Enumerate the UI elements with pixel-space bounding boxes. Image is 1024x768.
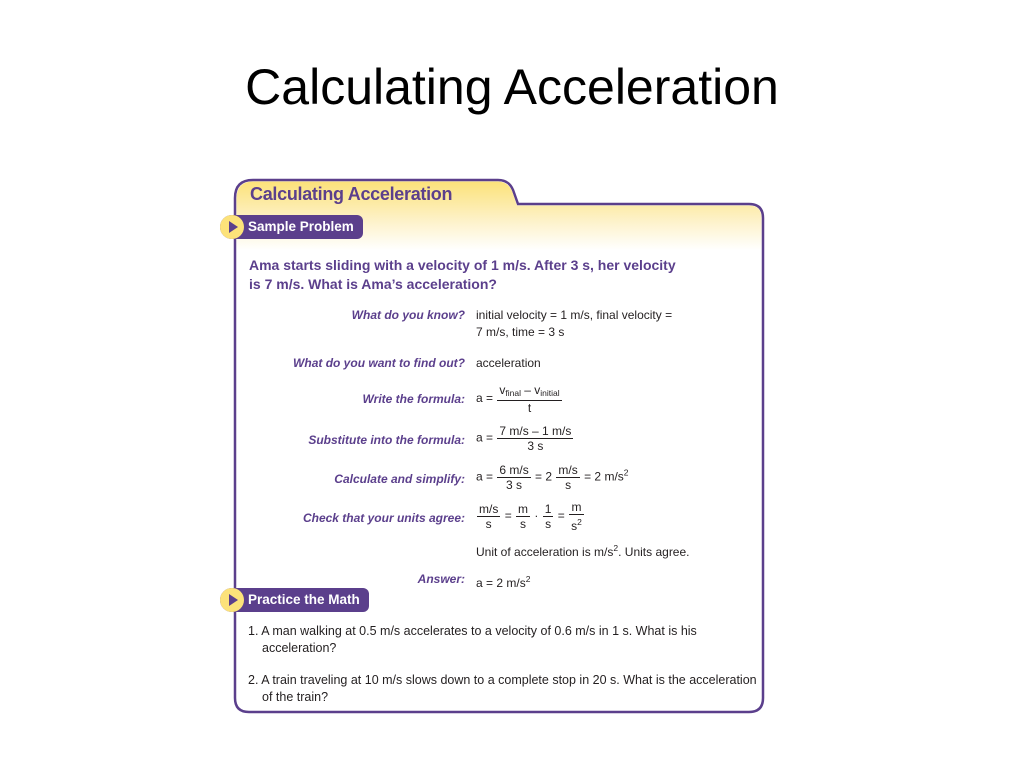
sample-problem-panel [233,178,765,714]
sample-problem-header: Sample Problem [220,215,363,239]
substitute-value: a = $\frac{7 m/s - 1 m/s}{3 s}$ [476,424,572,453]
know-label: What do you know? [351,308,465,322]
find-label: What do you want to find out? [293,356,465,370]
units-label: Check that your units agree: [302,511,465,525]
know-value: initial velocity = 1 m/s, final velocity = 7 m/s, time = 3 s [476,308,673,339]
practice-header: Practice the Math [220,588,369,612]
formula-value: a = $\frac{v_{final} - v_{initial}}{t}$ [476,383,560,415]
sample-question: Ama starts sliding with a velocity of 1 m/s. After 3 s, her velocity is 7 m/s. What is Ama’s acceleration? [249,257,676,292]
practice-item-1: 1. A man walking at 0.5 m/s accelerates to a velocity of 0.6 m/s in 1 s. What is his acceleration? [248,624,697,655]
play-icon [220,588,244,612]
answer-label: Answer: [417,572,465,586]
formula-fraction: $\frac{v_{final} - v_{initial}}{t}$ [499,383,560,415]
calculate-label: Calculate and simplify: [334,472,465,486]
substitute-fraction: $\frac{7 m/s - 1 m/s}{3 s}$ [499,424,572,453]
units-value: $\frac{m/s}{s}$ = $\frac{m}{s}$ · $\frac{1}{s}$ = $\frac{m}{s^2}$ [479,500,582,533]
calculate-value: a = $\frac{6 m/s}{3 s}$ = 2 $\frac{m/s}{s}$ = 2 $m/s^2$ [476,463,629,492]
units-note: Unit of acceleration is $m/s^2$. Units agree. [476,543,690,559]
practice-item-2: 2. A train traveling at 10 m/s slows down to a complete stop in 20 s. What is the acceleration of the train? [248,673,757,704]
answer-value: a = 2 $m/s^2$ [476,574,531,590]
panel-title: Calculating Acceleration [250,184,453,204]
find-value: acceleration [476,356,541,370]
formula-label: Write the formula: [362,392,465,406]
play-icon [220,215,244,239]
substitute-label: Substitute into the formula: [308,433,465,447]
slide-title: Calculating Acceleration [245,59,779,115]
